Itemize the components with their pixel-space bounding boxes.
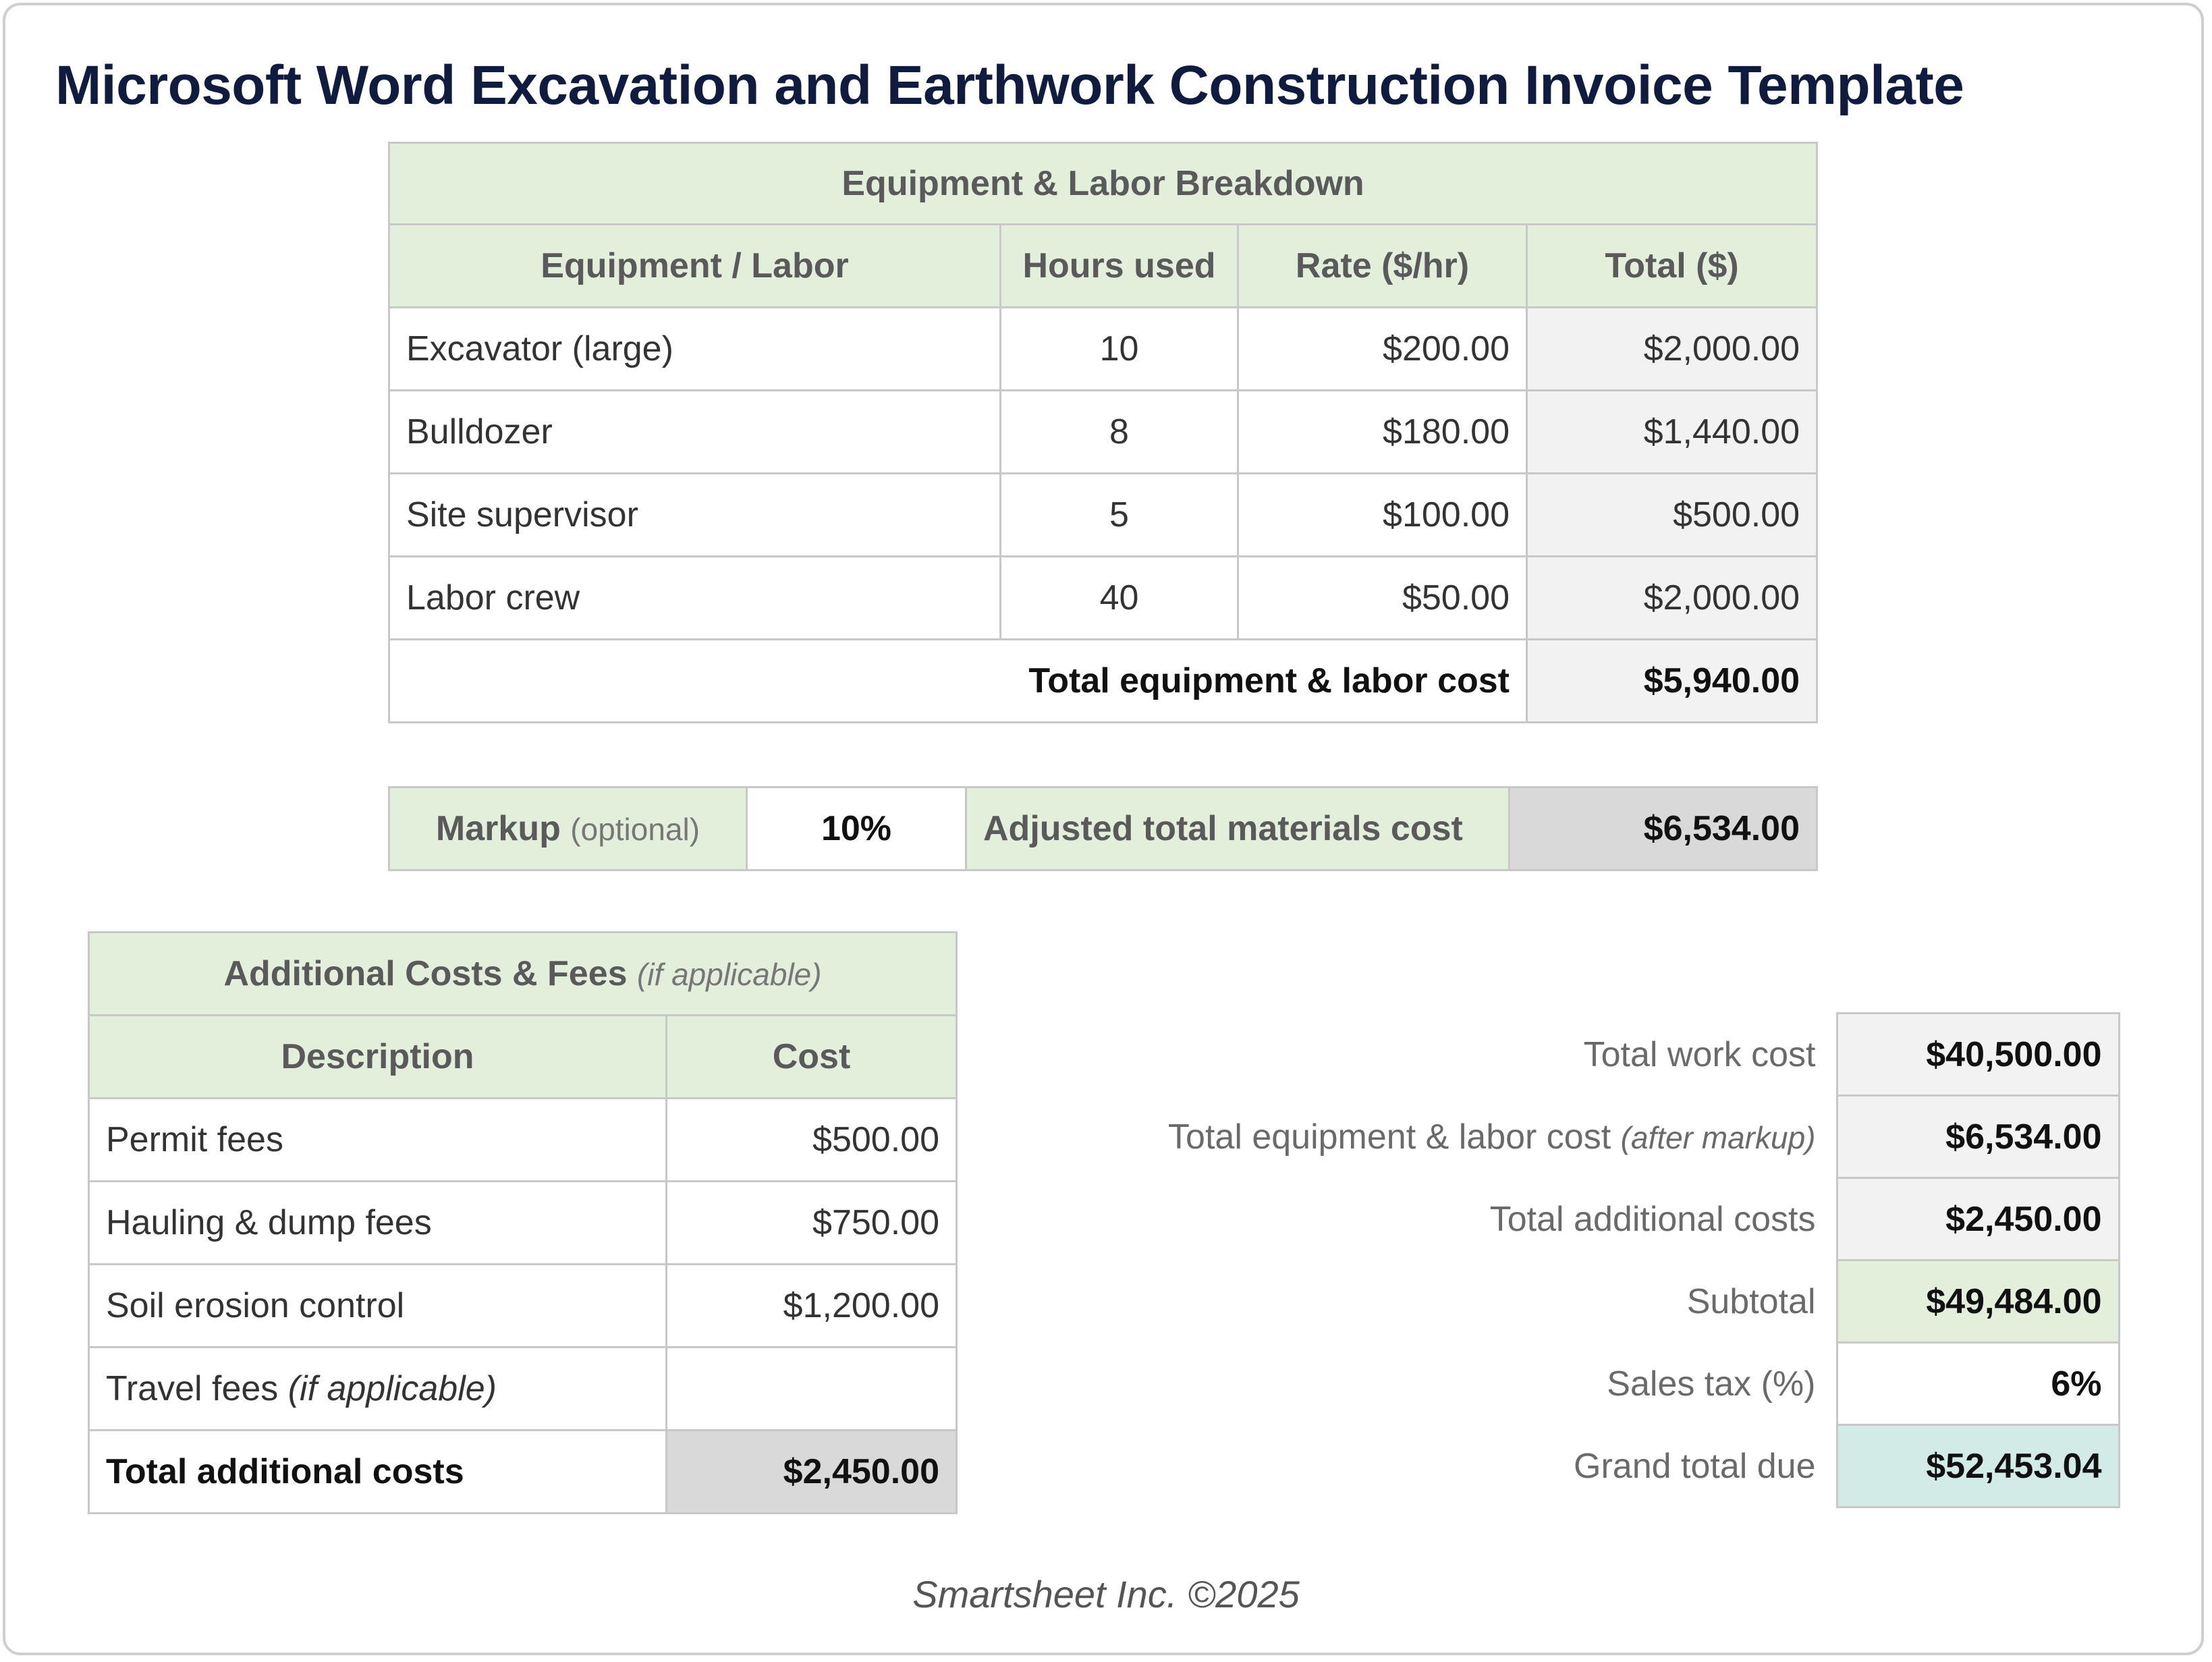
equipment-item[interactable]: Excavator (large) <box>389 308 1001 391</box>
summary-row <box>958 1261 2119 1343</box>
col-header-hours: Hours used <box>1001 225 1238 308</box>
additional-section-title: Additional Costs & Fees <box>223 954 628 993</box>
table-row <box>389 308 1817 391</box>
equipment-total: $1,440.00 <box>1527 391 1817 474</box>
page-title: Microsoft Word Excavation and Earthwork Construction Invoice Template <box>55 55 1964 116</box>
additional-desc: Travel fees <box>106 1369 279 1408</box>
subtotal-label: Subtotal <box>1686 1281 1816 1321</box>
markup-label-cell <box>389 787 747 870</box>
additional-section-title-cell <box>89 933 957 1016</box>
table-row <box>389 474 1817 557</box>
equipment-labor-table <box>388 142 1818 723</box>
equipment-hours[interactable]: 5 <box>1001 474 1238 557</box>
equipment-total-value: $5,940.00 <box>1527 640 1817 723</box>
equipment-item[interactable]: Labor crew <box>389 557 1001 640</box>
additional-summary-label: Total additional costs <box>1489 1199 1816 1239</box>
additional-total-label: Total additional costs <box>89 1431 667 1514</box>
summary-row <box>958 1343 2119 1425</box>
summary-row <box>958 1178 2119 1261</box>
additional-costs-table <box>88 931 958 1514</box>
equipment-hours[interactable]: 10 <box>1001 308 1238 391</box>
equip-after-label-cell <box>958 1096 1837 1178</box>
footer-copyright: Smartsheet Inc. ©2025 <box>912 1573 1300 1615</box>
equipment-item[interactable]: Bulldozer <box>389 391 1001 474</box>
adjusted-total-value: $6,534.00 <box>1510 787 1817 870</box>
additional-desc[interactable]: Soil erosion control <box>89 1265 667 1348</box>
additional-desc-cell[interactable] <box>89 1348 667 1431</box>
table-row <box>89 1348 957 1431</box>
equipment-total: $2,000.00 <box>1527 557 1817 640</box>
summary-row <box>958 1014 2119 1096</box>
equip-after-label: Total equipment & labor cost <box>1168 1117 1611 1157</box>
table-row <box>389 391 1817 474</box>
equipment-rate[interactable]: $200.00 <box>1238 308 1527 391</box>
col-header-description: Description <box>89 1016 667 1099</box>
equipment-hours[interactable]: 40 <box>1001 557 1238 640</box>
markup-table <box>388 786 1818 871</box>
table-row <box>389 557 1817 640</box>
equipment-hours[interactable]: 8 <box>1001 391 1238 474</box>
total-work-value: $40,500.00 <box>1837 1014 2119 1096</box>
additional-cost[interactable]: $500.00 <box>667 1099 957 1182</box>
summary-row <box>958 1425 2119 1507</box>
markup-value[interactable]: 10% <box>747 787 966 870</box>
subtotal-value: $49,484.00 <box>1837 1261 2119 1343</box>
equip-after-note: (after markup) <box>1620 1119 1816 1155</box>
equip-after-value: $6,534.00 <box>1837 1096 2119 1178</box>
markup-label-note: (optional) <box>570 812 700 847</box>
additional-desc-note: (if applicable) <box>287 1369 497 1408</box>
grand-total-label: Grand total due <box>1574 1446 1816 1486</box>
additional-desc[interactable]: Hauling & dump fees <box>89 1182 667 1265</box>
table-row <box>89 1265 957 1348</box>
sales-tax-value[interactable]: 6% <box>1837 1343 2119 1425</box>
table-row <box>89 1182 957 1265</box>
equipment-rate[interactable]: $100.00 <box>1238 474 1527 557</box>
equipment-total: $2,000.00 <box>1527 308 1817 391</box>
col-header-cost: Cost <box>667 1016 957 1099</box>
equipment-rate[interactable]: $180.00 <box>1238 391 1527 474</box>
table-row <box>89 1099 957 1182</box>
adjusted-total-label: Adjusted total materials cost <box>966 787 1510 870</box>
grand-total-value: $52,453.04 <box>1837 1425 2119 1507</box>
summary-table <box>958 1012 2120 1508</box>
additional-cost[interactable]: $750.00 <box>667 1182 957 1265</box>
additional-summary-value: $2,450.00 <box>1837 1178 2119 1261</box>
additional-cost[interactable] <box>667 1348 957 1431</box>
col-header-rate: Rate ($/hr) <box>1238 225 1527 308</box>
sales-tax-label: Sales tax (%) <box>1607 1364 1816 1404</box>
equipment-total: $500.00 <box>1527 474 1817 557</box>
additional-desc[interactable]: Permit fees <box>89 1099 667 1182</box>
total-work-label: Total work cost <box>1583 1034 1816 1074</box>
col-header-total: Total ($) <box>1527 225 1817 308</box>
additional-section-note: (if applicable) <box>636 957 822 992</box>
equipment-section-title: Equipment & Labor Breakdown <box>389 143 1817 225</box>
equipment-item[interactable]: Site supervisor <box>389 474 1001 557</box>
markup-label: Markup <box>435 809 561 848</box>
additional-total-value: $2,450.00 <box>667 1431 957 1514</box>
col-header-equipment: Equipment / Labor <box>389 225 1001 308</box>
summary-row <box>958 1096 2119 1178</box>
additional-cost[interactable]: $1,200.00 <box>667 1265 957 1348</box>
equipment-total-label: Total equipment & labor cost <box>389 640 1527 723</box>
equipment-rate[interactable]: $50.00 <box>1238 557 1527 640</box>
